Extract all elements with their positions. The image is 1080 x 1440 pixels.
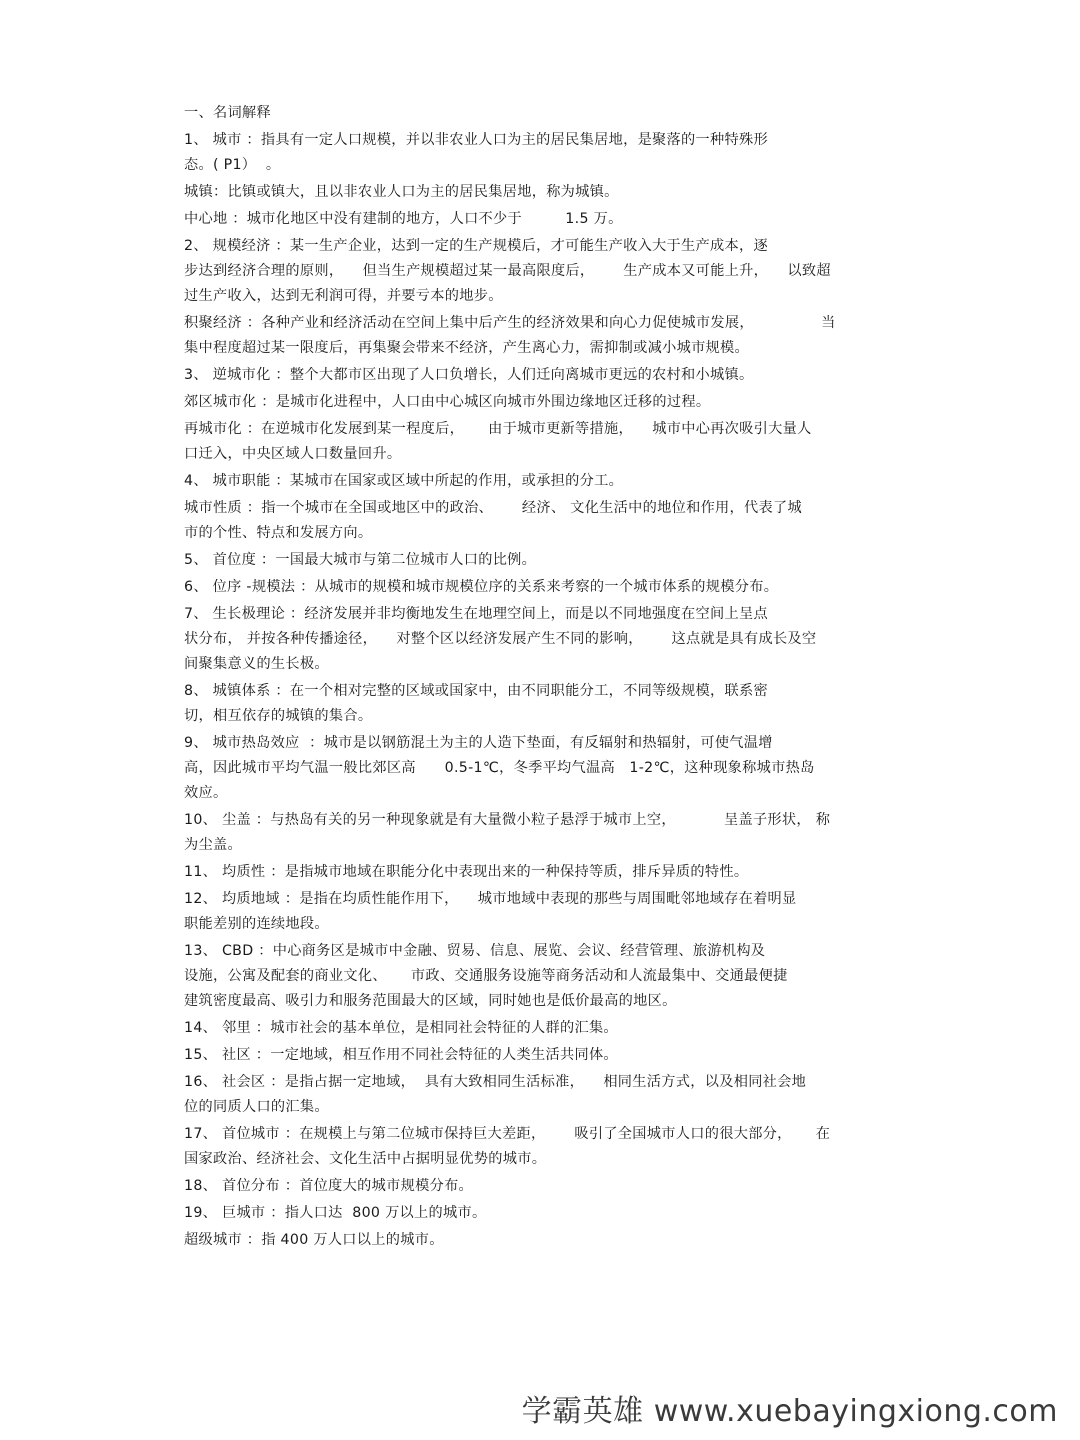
text-line: 9、 城市热岛效应 ：城市是以钢筋混土为主的人造下垫面，有反辐射和热辐射，可使气温增: [184, 735, 773, 751]
text-line: 切，相互依存的城镇的集合。: [184, 708, 373, 724]
text-line: 5、 首位度 ：一国最大城市与第二位城市人口的比例。: [184, 552, 537, 568]
text-line: 18、 首位分布 ：首位度大的城市规模分布。: [184, 1178, 474, 1194]
text-line: 状分布， 并按各种传播途径， 对整个区以经济发展产生不同的影响， 这点就是具有成长及空: [184, 631, 817, 647]
text-line: 积聚经济 ：各种产业和经济活动在空间上集中后产生的经济效果和向心力促使城市发展， 当: [184, 315, 836, 331]
text-line: 中心地 ：城市化地区中没有建制的地方，人口不少于 1.5 万。: [184, 211, 623, 227]
text-line: 建筑密度最高、吸引力和服务范围最大的区域，同时她也是低价最高的地区。: [184, 993, 677, 1009]
text-line: 态。( P1） 。: [184, 157, 281, 173]
text-line: 步达到经济合理的原则， 但当生产规模超过某一最高限度后， 生产成本又可能上升， 以致超: [184, 263, 831, 279]
text-line: 11、 均质性 ：是指城市地域在职能分化中表现出来的一种保持等质，排斥异质的特性。: [184, 864, 749, 880]
text-line: 17、 首位城市 ：在规模上与第二位城市保持巨大差距， 吸引了全国城市人口的很大部分， 在: [184, 1126, 831, 1142]
text-line: 郊区城市化 ：是城市化进程中，人口由中心城区向城市外围边缘地区迁移的过程。: [184, 394, 711, 410]
text-line: 设施，公寓及配套的商业文化、 市政、交通服务设施等商务活动和人流最集中、交通最便捷: [184, 968, 788, 984]
text-line: 19、 巨城市 ：指人口达 800 万以上的城市。: [184, 1205, 487, 1221]
document-body: [184, 104, 896, 1258]
text-line: 过生产收入，达到无利润可得，并要亏本的地步。: [184, 288, 503, 304]
text-line: 7、 生长极理论 ：经济发展并非均衡地发生在地理空间上，而是以不同地强度在空间上呈点: [184, 606, 768, 622]
text-line: 14、 邻里 ：城市社会的基本单位，是相同社会特征的人群的汇集。: [184, 1020, 618, 1036]
text-line: 城市性质 ：指一个城市在全国或地区中的政治、 经济、 文化生活中的地位和作用，代表了城: [184, 500, 802, 516]
text-line: 集中程度超过某一限度后，再集聚会带来不经济，产生离心力，需抑制或减小城市规模。: [184, 340, 750, 356]
text-line: 市的个性、特点和发展方向。: [184, 525, 373, 541]
text-line: 12、 均质地域 ：是指在均质性能作用下， 城市地域中表现的那些与周围毗邻地域存在着明显: [184, 891, 797, 907]
text-line: 1、 城市 ：指具有一定人口规模，并以非农业人口为主的居民集居地，是聚落的一种特殊形: [184, 132, 768, 148]
text-line: 再城市化 ：在逆城市化发展到某一程度后， 由于城市更新等措施， 城市中心再次吸引大量人: [184, 421, 812, 437]
text-line: 3、 逆城市化 ：整个大都市区出现了人口负增长，人们迁向离城市更远的农村和小城镇。: [184, 367, 754, 383]
site-watermark: 学霸英雄 www.xuebayingxiong.com: [521, 1394, 1058, 1429]
text-line: 为尘盖。: [184, 837, 242, 853]
text-line: 间聚集意义的生长极。: [184, 656, 329, 672]
text-line: 效应。: [184, 785, 228, 801]
text-line: 4、 城市职能 ：某城市在国家或区域中所起的作用，或承担的分工。: [184, 473, 624, 489]
text-line: 8、 城镇体系 ：在一个相对完整的区域或国家中，由不同职能分工，不同等级规模，联系密: [184, 683, 768, 699]
text-line: 口迁入，中央区域人口数量回升。: [184, 446, 402, 462]
section-heading: 一、名词解释: [184, 105, 271, 121]
text-line: 国家政治、经济社会、文化生活中占据明显优势的城市。: [184, 1151, 547, 1167]
text-line: 高，因此城市平均气温一般比郊区高 0.5-1℃，冬季平均气温高 1-2℃，这种现象称城市热岛: [184, 760, 815, 776]
text-line: 16、 社会区 ：是指占据一定地域， 具有大致相同生活标准， 相同生活方式，以及相同社会地: [184, 1074, 807, 1090]
text-line: 城镇：比镇或镇大，且以非农业人口为主的居民集居地，称为城镇。: [184, 184, 619, 200]
text-line: 10、 尘盖 ：与热岛有关的另一种现象就是有大量微小粒子悬浮于城市上空， 呈盖子形状， 称: [184, 812, 831, 828]
text-line: 6、 位序 -规模法 ：从城市的规模和城市规模位序的关系来考察的一个城市体系的规模分布。: [184, 579, 779, 595]
text-line: 2、 规模经济 ：某一生产企业，达到一定的生产规模后，才可能生产收入大于生产成本，逐: [184, 238, 768, 254]
text-line: 职能差别的连续地段。: [184, 916, 329, 932]
text-line: 位的同质人口的汇集。: [184, 1099, 329, 1115]
text-line: 超级城市 ：指 400 万人口以上的城市。: [184, 1232, 444, 1248]
text-line: 15、 社区 ：一定地域，相互作用不同社会特征的人类生活共同体。: [184, 1047, 618, 1063]
text-line: 13、 CBD ：中心商务区是城市中金融、贸易、信息、展览、会议、经营管理、旅游机构及: [184, 943, 766, 959]
